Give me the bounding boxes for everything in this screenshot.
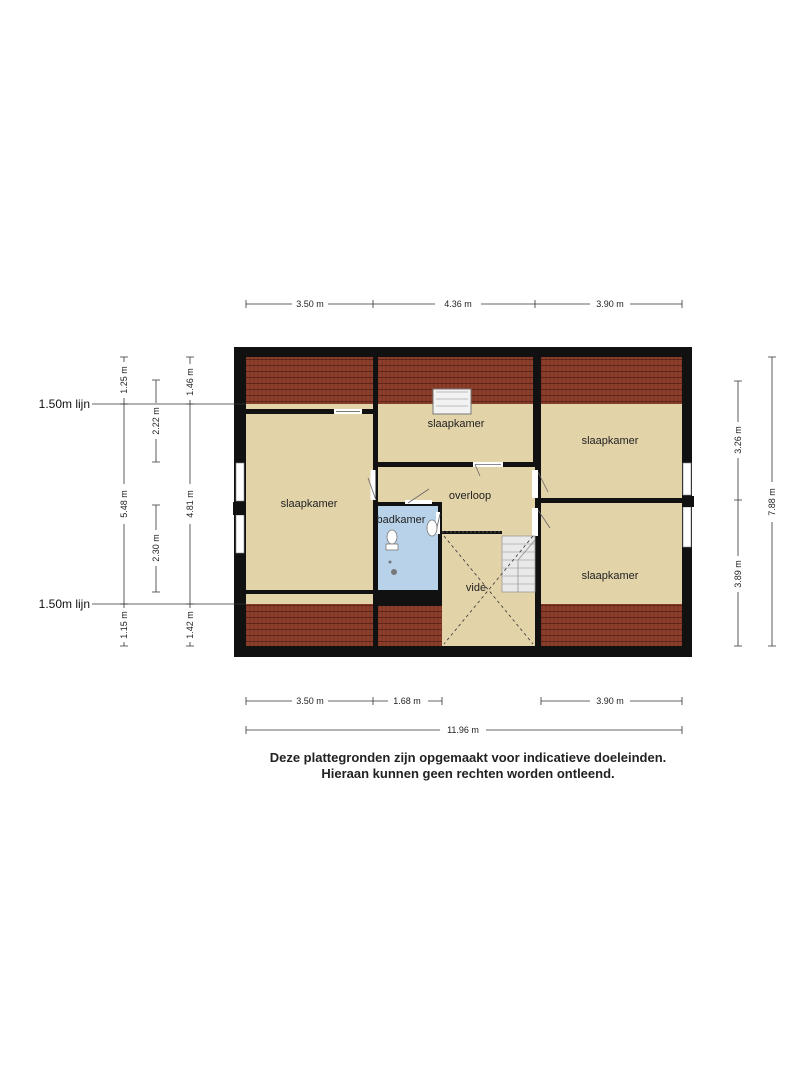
roof-left-bottom bbox=[246, 604, 373, 646]
room-label-slaapkamer-top: slaapkamer bbox=[427, 418, 485, 430]
lijn-top bbox=[39, 397, 246, 411]
svg-text:3.89 m: 3.89 m bbox=[733, 560, 743, 588]
room-label-slaapkamer-left: slaapkamer bbox=[280, 498, 338, 510]
lijn-bottom bbox=[39, 597, 246, 611]
svg-text:1.25 m: 1.25 m bbox=[119, 366, 129, 394]
dimension-left-mid bbox=[184, 357, 196, 646]
dimension-right-total bbox=[766, 357, 778, 646]
dimension-left-outer bbox=[118, 357, 130, 646]
svg-text:4.36 m: 4.36 m bbox=[444, 299, 472, 309]
svg-text:2.30 m: 2.30 m bbox=[151, 534, 161, 562]
svg-text:3.26 m: 3.26 m bbox=[733, 426, 743, 454]
svg-text:1.15 m: 1.15 m bbox=[119, 611, 129, 639]
toilet-icon bbox=[387, 530, 397, 544]
window bbox=[236, 515, 244, 553]
window bbox=[683, 463, 691, 495]
svg-text:1.50m lijn: 1.50m lijn bbox=[38, 397, 90, 411]
svg-text:1.68 m: 1.68 m bbox=[393, 696, 421, 706]
sink-icon bbox=[427, 520, 437, 536]
drain-icon bbox=[391, 569, 397, 575]
room-slaapkamer-right-bottom bbox=[541, 503, 682, 604]
svg-text:5.48 m: 5.48 m bbox=[119, 490, 129, 518]
svg-text:2.22 m: 2.22 m bbox=[151, 407, 161, 435]
svg-text:3.50 m: 3.50 m bbox=[296, 299, 324, 309]
dimension-top bbox=[246, 298, 682, 310]
skylight bbox=[433, 389, 471, 414]
room-label-slaapkamer-right-top: slaapkamer bbox=[581, 435, 639, 447]
wall bbox=[541, 498, 682, 503]
disclaimer bbox=[0, 750, 810, 782]
room-label-vide: vide bbox=[465, 582, 487, 594]
dimension-left-inner bbox=[150, 380, 162, 592]
dimension-bottom-total bbox=[246, 724, 682, 736]
dimension-right-inner bbox=[732, 381, 744, 646]
room-label-slaapkamer-right-bottom: slaapkamer bbox=[581, 570, 639, 582]
room-slaapkamer-right-top bbox=[541, 404, 682, 498]
roof-left-top bbox=[246, 357, 373, 404]
svg-text:1.42 m: 1.42 m bbox=[185, 611, 195, 639]
room-label-overloop: overloop bbox=[448, 490, 492, 502]
wall bbox=[682, 496, 694, 507]
window bbox=[236, 463, 244, 501]
roof-mid-bottom bbox=[378, 604, 442, 646]
dimension-bottom bbox=[246, 695, 682, 707]
disclaimer-line-2: Hieraan kunnen geen rechten worden ontleend. bbox=[321, 766, 615, 781]
svg-text:1.50m lijn: 1.50m lijn bbox=[38, 597, 90, 611]
wall bbox=[233, 502, 246, 515]
wall bbox=[535, 357, 541, 648]
wall bbox=[378, 462, 535, 467]
svg-text:3.90 m: 3.90 m bbox=[596, 696, 624, 706]
svg-text:11.96 m: 11.96 m bbox=[447, 725, 479, 735]
svg-text:3.50 m: 3.50 m bbox=[296, 696, 324, 706]
disclaimer-line-1: Deze plattegronden zijn opgemaakt voor indicatieve doeleinden. bbox=[269, 750, 667, 765]
roof-right-top bbox=[541, 357, 682, 404]
svg-text:4.81 m: 4.81 m bbox=[185, 490, 195, 518]
svg-text:1.46 m: 1.46 m bbox=[185, 368, 195, 396]
wall bbox=[378, 590, 442, 606]
room-label-badkamer: badkamer bbox=[376, 514, 426, 526]
staircase bbox=[502, 536, 535, 592]
svg-text:3.90 m: 3.90 m bbox=[596, 299, 624, 309]
roof-right-bottom bbox=[541, 604, 682, 646]
wall bbox=[246, 590, 373, 594]
window bbox=[683, 507, 691, 547]
svg-text:7.88 m: 7.88 m bbox=[767, 488, 777, 516]
